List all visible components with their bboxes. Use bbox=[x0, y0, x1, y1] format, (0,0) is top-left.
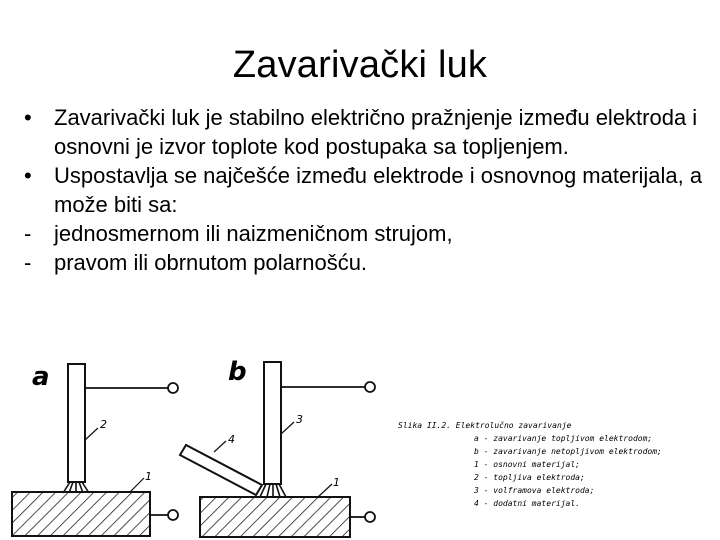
callout-2: 2 bbox=[100, 418, 107, 431]
callout-1-a: 1 bbox=[145, 470, 152, 483]
bullet-item bbox=[20, 103, 710, 161]
bullet-text: Zavarivački luk je stabilno električno pražnjenje između elektroda i osnovni je izvor toplote kod postupaka sa topljenjem. bbox=[54, 105, 698, 159]
panel-b-diagram bbox=[180, 357, 375, 537]
caption-line: b - zavarivanje netopljivom elektrodom; bbox=[474, 447, 662, 456]
bullet-marker: • bbox=[24, 105, 32, 130]
terminal-b-bottom bbox=[365, 512, 375, 522]
callout-4: 4 bbox=[228, 433, 235, 446]
caption-line: 4 - dodatni materijal. bbox=[474, 499, 580, 508]
panel-a-label: a bbox=[32, 362, 50, 392]
dash-marker: - bbox=[24, 250, 32, 275]
bullet-list bbox=[20, 103, 710, 277]
arc-b bbox=[260, 484, 286, 497]
consumable-electrode bbox=[68, 364, 85, 482]
callout-3: 3 bbox=[296, 413, 303, 426]
slide-title: Zavarivački luk bbox=[232, 44, 488, 86]
welding-arc-figure bbox=[0, 352, 720, 540]
panel-b-label: b bbox=[228, 357, 247, 387]
caption-heading: Slika II.2. Elektrolučno zavarivanje bbox=[398, 421, 572, 430]
tungsten-electrode bbox=[264, 362, 281, 484]
terminal-a-top bbox=[168, 383, 178, 393]
terminal-b-top bbox=[365, 382, 375, 392]
bullet-text: jednosmernom ili naizmeničnom strujom, bbox=[54, 221, 453, 246]
bullet-item bbox=[20, 248, 710, 277]
caption-line: 2 - topljiva elektroda; bbox=[474, 473, 585, 482]
panel-a-diagram bbox=[12, 362, 178, 536]
filler-rod bbox=[180, 445, 262, 495]
base-material-b bbox=[200, 497, 350, 537]
bullet-item bbox=[20, 219, 710, 248]
caption-line: 1 - osnovni materijal; bbox=[474, 460, 580, 469]
caption-line: 3 - volframova elektroda; bbox=[474, 486, 595, 495]
figure-caption bbox=[398, 420, 662, 508]
terminal-a-bottom bbox=[168, 510, 178, 520]
caption-line: a - zavarivanje topljivom elektrodom; bbox=[474, 434, 653, 443]
callout-1-b: 1 bbox=[333, 476, 340, 489]
bullet-marker: • bbox=[24, 163, 32, 188]
bullet-text: Uspostavlja se najčešće između elektrode i osnovnog materijala, a može biti sa: bbox=[54, 163, 703, 217]
bullet-item bbox=[20, 161, 710, 219]
bullet-text: pravom ili obrnutom polarnošću. bbox=[54, 250, 368, 275]
dash-marker: - bbox=[24, 221, 32, 246]
base-material-a bbox=[12, 492, 150, 536]
